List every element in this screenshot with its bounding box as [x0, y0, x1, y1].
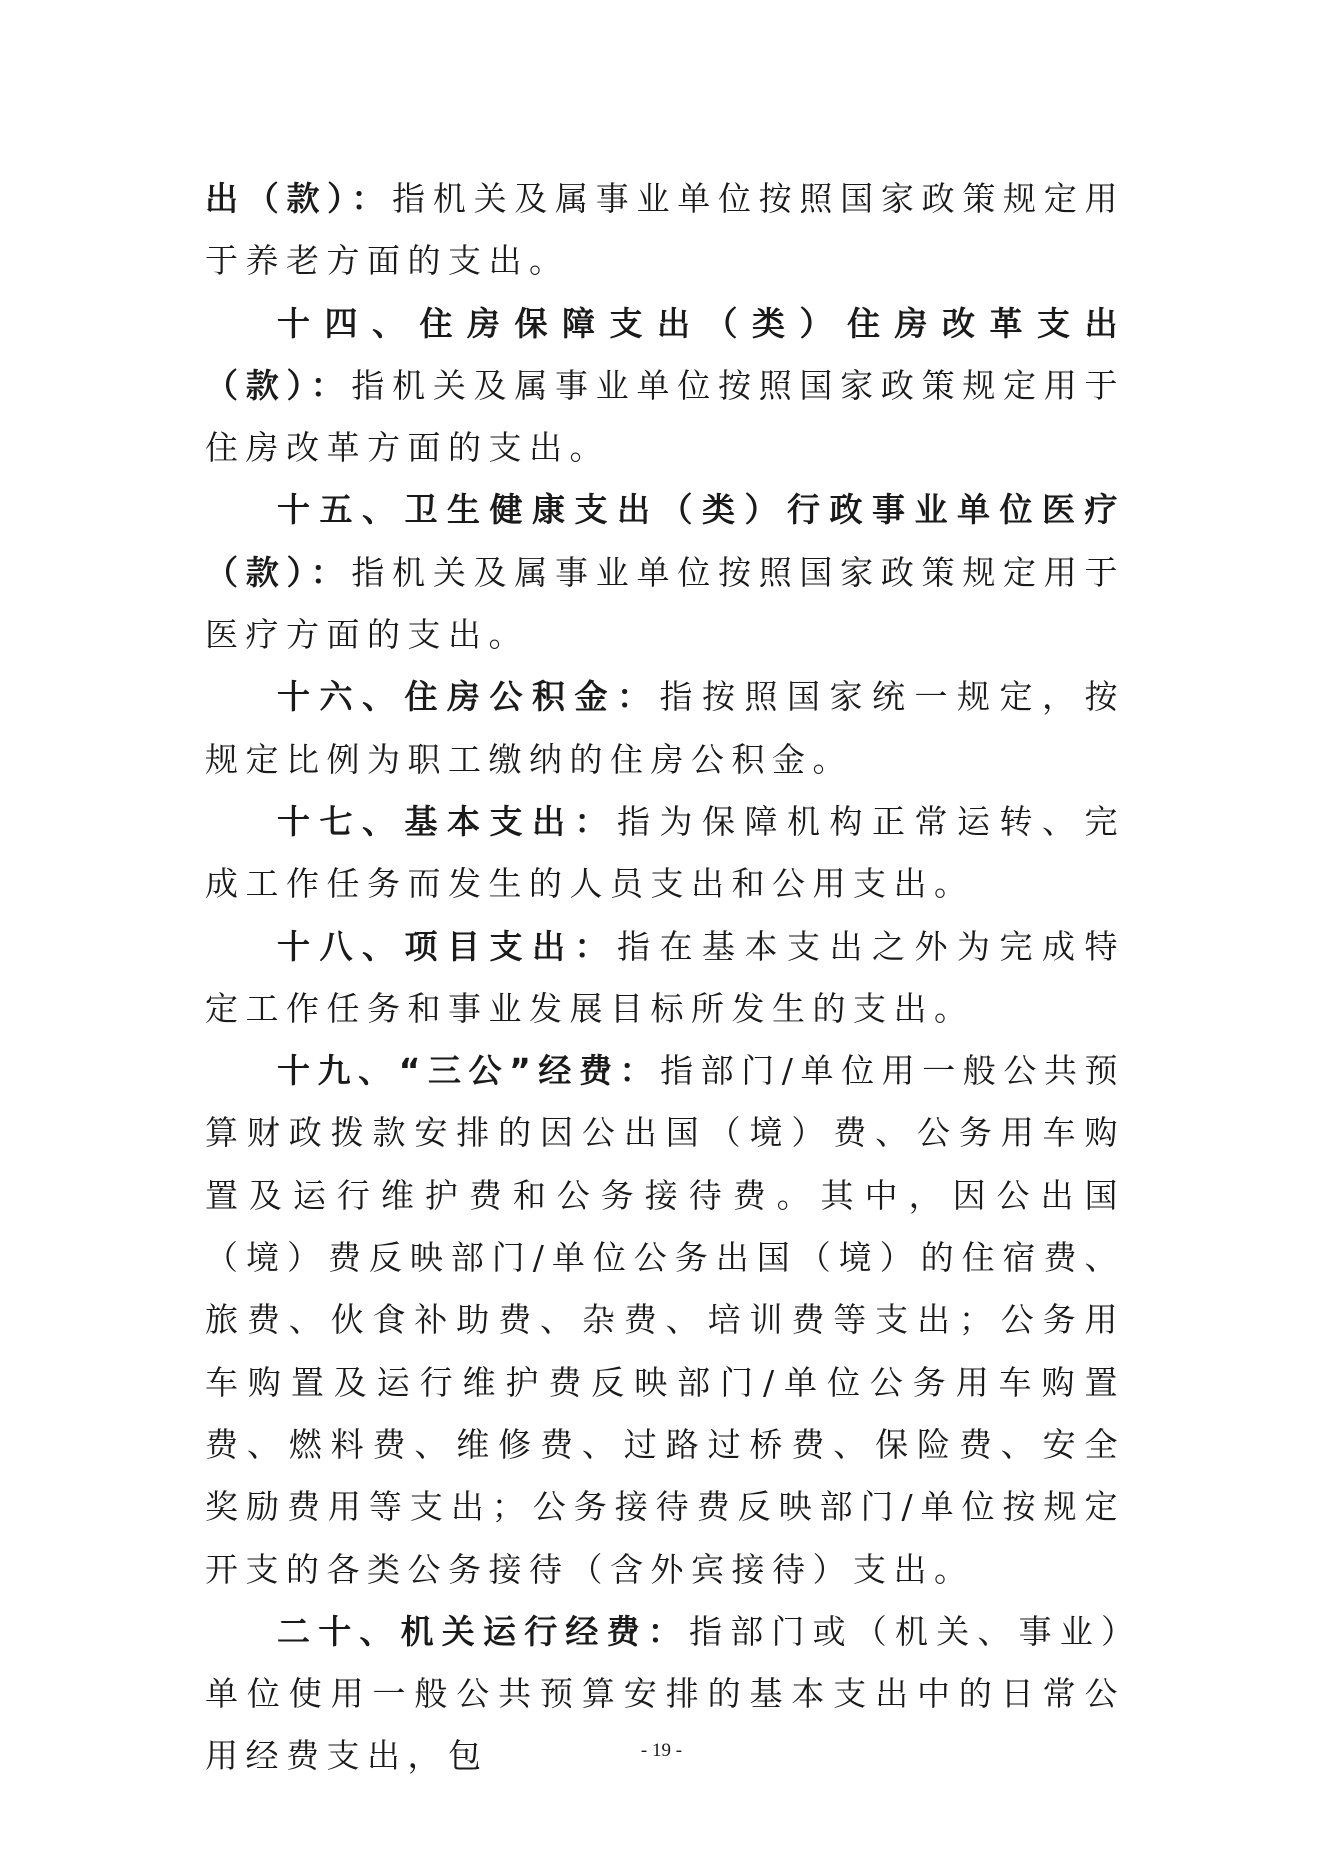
- paragraph-18-project-expenditure: [205, 916, 1125, 1041]
- document-body: [205, 168, 1125, 1788]
- paragraph-term: 出（款）：: [205, 179, 393, 218]
- paragraph-text: 指机关及属事业单位按照国家政策规定用于医疗方面的支出。: [205, 552, 1126, 655]
- paragraph-term: 十四、住房保障支出（类）住房改革支出（款）：: [205, 303, 1125, 405]
- paragraph-term: 十七、基本支出：: [277, 801, 617, 841]
- paragraph-16-housing-fund: [205, 666, 1125, 791]
- paragraph-term: 十六、住房公积金：: [277, 677, 660, 717]
- paragraph-text: 指部门或（机关、事业）单位使用一般公共预算安排的基本支出中的日常公用经费支出，包: [205, 1611, 1126, 1776]
- paragraph-term: 十五、卫生健康支出（类）行政事业单位医疗（款）：: [205, 490, 1125, 592]
- paragraph-text: 指在基本支出之外为完成特定工作任务和事业发展目标所发生的支出。: [205, 926, 1125, 1028]
- paragraph-text: 指为保障机构正常运转、完成工作任务而发生的人员支出和公用支出。: [205, 801, 1125, 904]
- paragraph-term: 十九、“三公”经费：: [277, 1051, 661, 1091]
- paragraph-text: 指机关及属事业单位按照国家政策规定用于养老方面的支出。: [205, 179, 1126, 281]
- paragraph-17-basic-expenditure: [205, 791, 1125, 916]
- paragraph-14-housing-reform: [205, 293, 1125, 480]
- paragraph-term: 二十、机关运行经费：: [277, 1611, 689, 1651]
- paragraph-text: 指按照国家统一规定，按规定比例为职工缴纳的住房公积金。: [205, 677, 1125, 779]
- paragraph-text: 指部门/单位用一般公共预算财政拨款安排的因公出国（境）费、公务用车购置及运行维护费和公务接待费。其中，因公出国（境）费反映部门/单位公务出国（境）的住宿费、旅费、伙食补助费、杂费、培训费等支出；公务用车购置及运行维护费反映部门/单位公务用车购置费、燃料费、维修费、过路过桥费、保险费、安全奖励费用等支出；公务接待费反映部门/单位按规定开支的各类公务接待（含外宾接待）支出。: [205, 1051, 1125, 1589]
- paragraph-19-three-public-expenses: [205, 1040, 1125, 1601]
- paragraph-term: 十八、项目支出：: [277, 926, 617, 966]
- paragraph-text: 指机关及属事业单位按照国家政策规定用于住房改革方面的支出。: [205, 365, 1126, 468]
- paragraph-continuation: [205, 168, 1125, 293]
- page-number: - 19 -: [640, 1740, 683, 1761]
- paragraph-15-medical: [205, 479, 1125, 666]
